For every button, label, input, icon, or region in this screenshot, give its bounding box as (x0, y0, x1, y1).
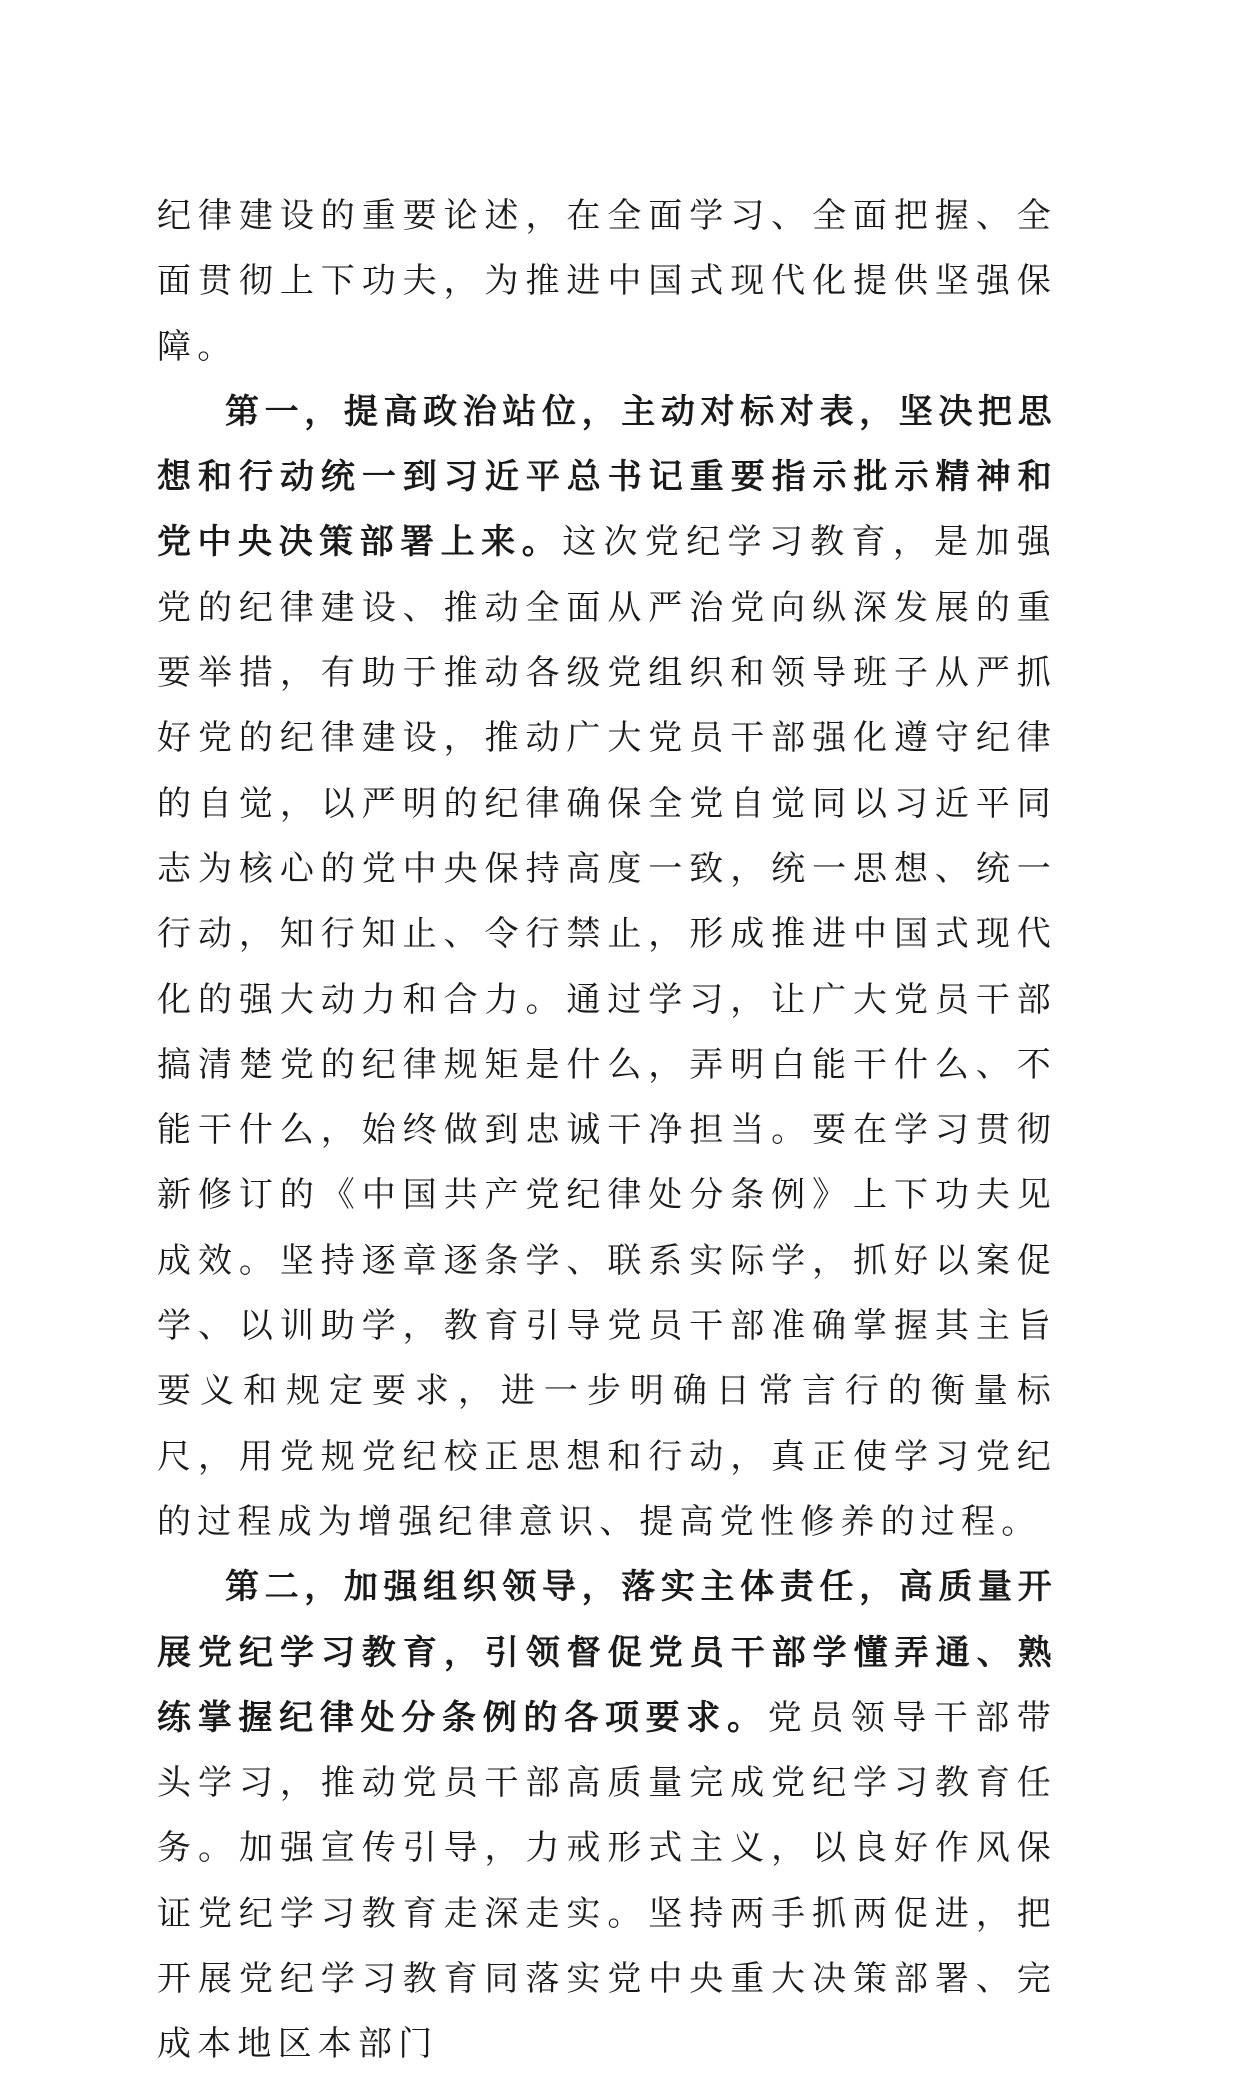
paragraph-point-one (157, 380, 1057, 1555)
paragraph-heading: 第二，加强组织领导，落实主体责任，高质量开展党纪学习教育，引领督促党员干部学懂弄通、熟练掌握纪律处分条例的各项要求。 (157, 1567, 1057, 1738)
paragraph-body: 党员领导干部带头学习，推动党员干部高质量完成党纪学习教育任务。加强宣传引导，力戒形式主义，以良好作风保证党纪学习教育走深走实。坚持两手抓两促进，把开展党纪学习教育同落实党中央重大决策部署、完成本地区本部门 (157, 1697, 1058, 2065)
paragraph-body: 纪律建设的重要论述，在全面学习、全面把握、全面贯彻上下功夫，为推进中国式现代化提供坚强保障。 (157, 196, 1057, 367)
document-page (157, 184, 1057, 2078)
paragraph-point-two (157, 1555, 1057, 2077)
paragraph-body: 这次党纪学习教育，是加强党的纪律建设、推动全面从严治党向纵深发展的重要举措，有助于推动各级党组织和领导班子从严抓好党的纪律建设，推动广大党员干部强化遵守纪律的自觉，以严明的纪律确保全党自觉同以习近平同志为核心的党中央保持高度一致，统一思想、统一行动，知行知止、令行禁止，形成推进中国式现代化的强大动力和合力。通过学习，让广大党员干部搞清楚党的纪律规矩是什么，弄明白能干什么、不能干什么，始终做到忠诚干净担当。要在学习贯彻新修订的《中国共产党纪律处分条例》上下功夫见成效。坚持逐章逐条学、联系实际学，抓好以案促学、以训助学，教育引导党员干部准确掌握其主旨要义和规定要求，进一步明确日常言行的衡量标尺，用党规党纪校正思想和行动，真正使学习党纪的过程成为增强纪律意识、提高党性修养的过程。 (157, 522, 1057, 1542)
paragraph-continuation (157, 184, 1057, 380)
paragraph-heading: 第一，提高政治站位，主动对标对表，坚决把思想和行动统一到习近平总书记重要指示批示精神和党中央决策部署上来。 (157, 391, 1057, 563)
